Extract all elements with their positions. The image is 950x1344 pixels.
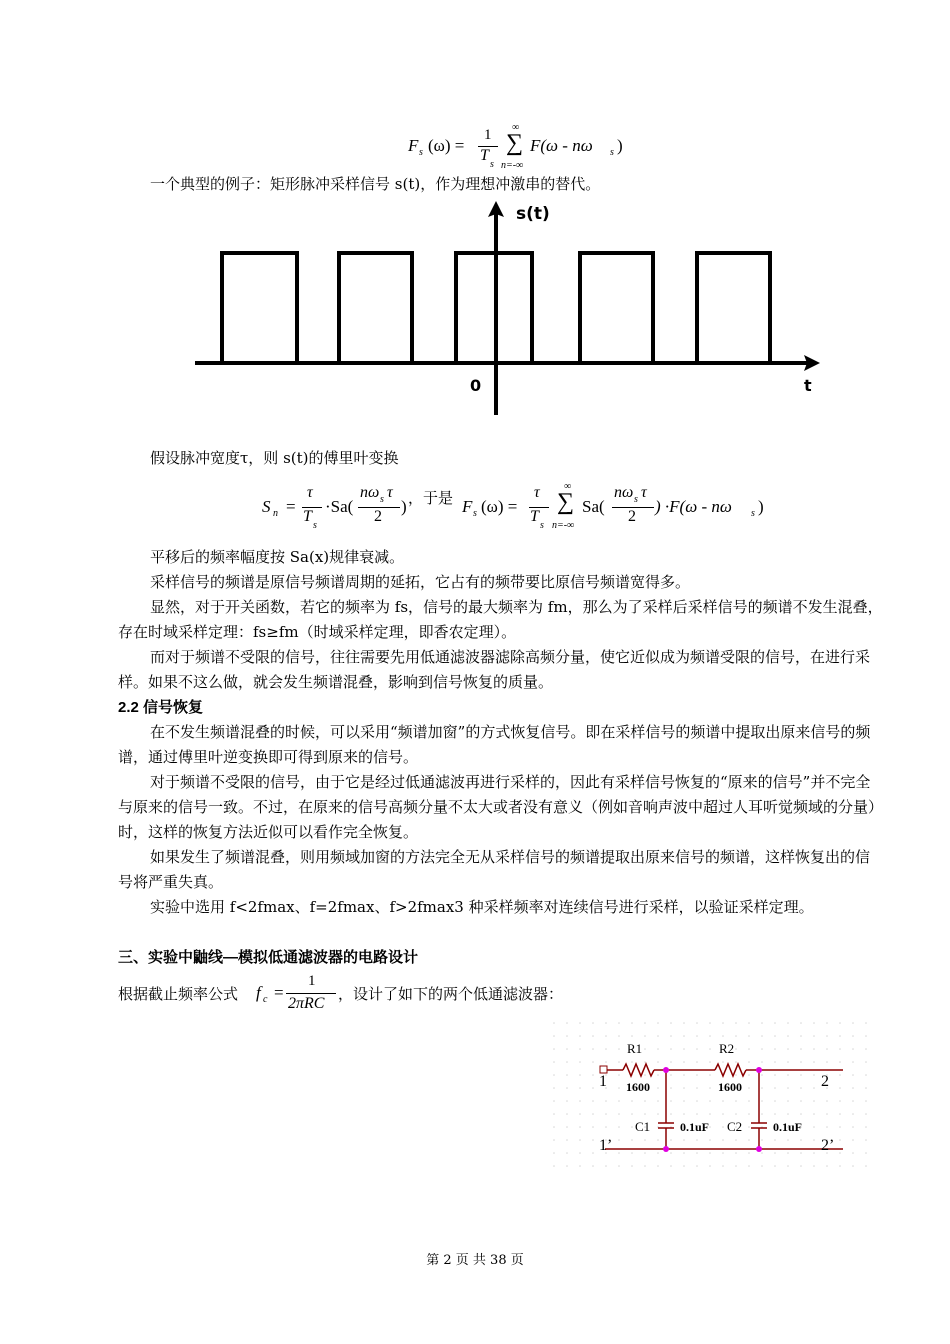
cutoff-line	[118, 973, 878, 1021]
formula2-fs-sub: s	[473, 508, 477, 519]
paragraph-unlimited: 而对于频谱不受限的信号，往往需要先用低通滤波器滤除高频分量，使它近似成为频谱受限的信号，在进行采样。如果不这么做，就会发生频谱混叠，影响到信号恢复的质量。	[118, 648, 871, 691]
node-c2-top	[756, 1067, 762, 1073]
formula1-lhs-sub: s	[419, 147, 423, 158]
cutoff-f: f	[256, 983, 261, 1002]
r2-value: 1600	[718, 1080, 742, 1094]
origin-label: 0	[470, 376, 482, 395]
formula2-sn: S	[262, 497, 271, 516]
node-c1-top	[663, 1067, 669, 1073]
formula2-num-sub-2: s	[634, 494, 638, 505]
paragraph-example: 一个典型的例子：矩形脉冲采样信号 s(t)，作为理想冲激串的替代。	[150, 175, 601, 193]
formula2-eq: =	[286, 497, 296, 516]
cutoff-f-sub: c	[263, 994, 268, 1005]
node-in-ground-label: 1’	[599, 1137, 613, 1154]
formula2-close: )	[401, 497, 407, 516]
formula2-conj: ，于是	[408, 489, 454, 507]
paragraph-recovery-2: 对于频谱不受限的信号，由于它是经过低通滤波再进行采样的，因此有采样信号恢复的“原来的信号”并不完全与原来的信号一致。不过，在原来的信号高频分量不太大或者没有意义（例如音响声波中超过人耳听觉频域的分量）时，这样的恢复方法近似可以看作完全恢复。	[118, 773, 884, 841]
c2-label: C2	[727, 1119, 743, 1134]
formula1-rhs-close: )	[617, 136, 623, 155]
cutoff-post-text: ，设计了如下的两个低通滤波器：	[338, 985, 564, 1003]
x-axis-label: t	[804, 376, 812, 395]
cutoff-pre-text: 根据截止频率公式	[118, 985, 239, 1003]
formula2-den: 2	[374, 508, 382, 525]
pulse-4	[580, 253, 653, 363]
node-out-label: 2	[821, 1073, 829, 1090]
pulse-5	[697, 253, 770, 363]
formula-sampled-spectrum	[408, 122, 638, 172]
r2-label: R2	[719, 1041, 735, 1056]
formula2-den-2: 2	[628, 508, 636, 525]
heading-section-3: 三、实验中鼬线—模拟低通滤波器的电路设计	[118, 949, 419, 966]
pulse-2	[339, 253, 412, 363]
formula2-num-tail: τ	[387, 484, 393, 501]
cutoff-frac-bar	[286, 993, 336, 994]
c1-label: C1	[635, 1119, 651, 1134]
formula1-sum-sign: ∑	[506, 130, 524, 156]
formula1-sum-top: ∞	[512, 122, 520, 133]
cutoff-num: 1	[308, 973, 316, 989]
pulse-train-figure	[190, 197, 830, 422]
node-in-label: 1	[599, 1073, 607, 1090]
formula2-num-tail-2: τ	[641, 484, 647, 501]
r1-value: 1600	[626, 1080, 650, 1094]
paragraph-extend: 采样信号的频谱是原信号频谱周期的延拓，它占有的频带要比原信号频谱宽得多。	[150, 573, 691, 591]
formula1-rhs: F(ω - nω	[530, 136, 593, 155]
node-c1-bottom	[663, 1146, 669, 1152]
formula1-rhs-sub: s	[610, 147, 614, 158]
paragraph-recovery-1: 在不发生频谱混叠的时候，可以采用“频谱加窗”的方式恢复信号。即在采样信号的频谱中提取出原来信号的频谱，通过傅里叶逆变换即可得到原来的信号。	[118, 723, 871, 766]
paragraph-decay: 平移后的频率幅度按 Sa(x)规律衰减。	[150, 548, 405, 566]
formula2-sum-sign: ∑	[557, 489, 575, 515]
paragraph-switch: 显然，对于开关函数，若它的频率为 fs，信号的最大频率为 fm，那么为了采样后采样信号的频谱不发生混叠，存在时域采样定理：fs≥fm（时域采样定理，即香农定理）。	[118, 598, 883, 641]
c1-value: 0.1uF	[680, 1120, 710, 1134]
r1-label: R1	[627, 1041, 643, 1056]
formula2-tau-2: τ	[534, 484, 540, 501]
formula1-frac-den-sub: s	[490, 159, 494, 170]
node-out-ground-label: 2’	[821, 1137, 835, 1154]
formula2-num-sub: s	[380, 494, 384, 505]
paragraph-experiment: 实验中选用 f<2fmax、f=2fmax、f>2fmax3 种采样频率对连续信号进行采样，以验证采样定理。	[150, 898, 814, 916]
paragraph-recovery-3: 如果发生了频谱混叠，则用频域加窗的方法完全无从采样信号的频谱提取出原来信号的频谱，这样恢复出的信号将严重失真。	[118, 848, 871, 891]
c2-value: 0.1uF	[773, 1120, 803, 1134]
formula2-tau: τ	[307, 484, 313, 501]
pulse-1	[222, 253, 297, 363]
formula1-arg: (ω) =	[428, 136, 465, 155]
formula1-frac-den: T	[480, 147, 489, 164]
formula2-sum-top: ∞	[564, 481, 572, 492]
formula1-lhs: F	[408, 136, 419, 155]
formula2-num: nω	[360, 484, 380, 501]
formula2-tail: ) ·F(ω - nω	[655, 497, 732, 516]
formula2-sa-left: ·Sa(	[325, 497, 354, 516]
formula2-fs-arg: (ω) =	[481, 497, 518, 516]
node-c2-bottom	[756, 1146, 762, 1152]
formula2-sum-bottom: n=-∞	[552, 520, 575, 531]
formula2-tail-close: )	[758, 497, 764, 516]
formula2-fs: F	[462, 497, 473, 516]
formula2-sn-sub: n	[273, 508, 278, 519]
formula-pulse-spectrum	[262, 481, 782, 537]
formula2-ts: T	[303, 508, 312, 525]
formula2-sa2: Sa(	[582, 497, 605, 516]
formula1-frac-num: 1	[484, 127, 492, 143]
cutoff-den: 2πRC	[288, 995, 325, 1012]
heading-signal-recovery: 2.2 信号恢复	[118, 699, 204, 716]
page-footer: 第 2 页 共 38 页	[426, 1253, 524, 1268]
formula2-ts-sub-2: s	[540, 520, 544, 531]
lowpass-filter-circuit	[553, 1022, 873, 1170]
formula2-ts-2: T	[530, 508, 539, 525]
paragraph-assume: 假设脉冲宽度τ，则 s(t)的傅里叶变换	[150, 449, 399, 467]
formula2-num-2: nω	[614, 484, 634, 501]
y-axis-label: s(t)	[516, 204, 550, 224]
input-pin	[600, 1066, 607, 1073]
formula1-sum-bottom: n=-∞	[501, 160, 524, 171]
cutoff-eq: =	[274, 983, 284, 1002]
formula2-ts-sub: s	[313, 520, 317, 531]
formula2-tail-sub: s	[751, 508, 755, 519]
